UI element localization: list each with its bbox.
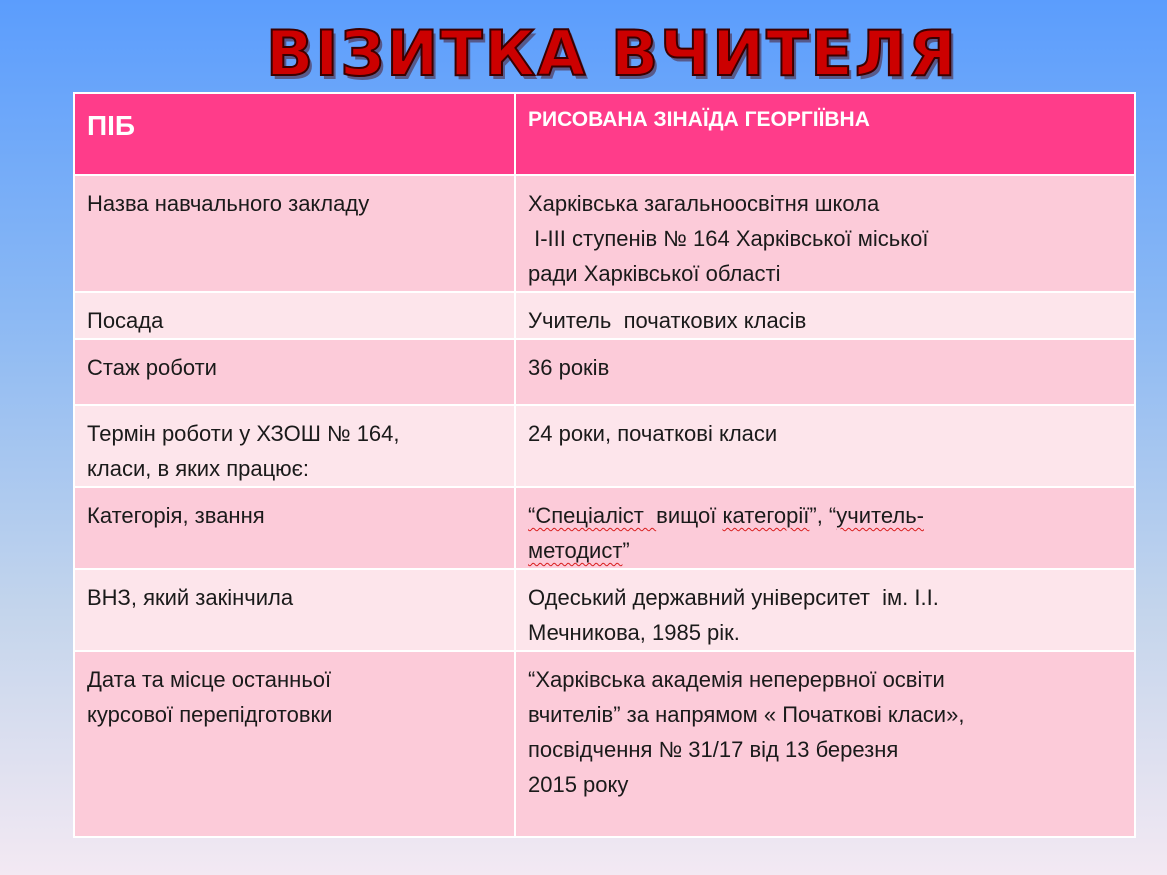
label-training-line-2: курсової перепідготовки bbox=[87, 702, 333, 727]
label-school-text: Назва навчального закладу bbox=[87, 191, 370, 216]
table-row-training bbox=[74, 651, 1135, 837]
table-row-university bbox=[74, 569, 1135, 651]
value-term-text: 24 роки, початкові класи bbox=[528, 421, 778, 446]
label-university bbox=[74, 569, 515, 651]
teacher-card-table bbox=[73, 92, 1136, 838]
value-school bbox=[515, 175, 1135, 292]
page-title: ВІЗИТКА ВЧИТЕЛЯ bbox=[266, 17, 958, 90]
value-training bbox=[515, 651, 1135, 837]
value-school-line-1: Харківська загальноосвітня школа bbox=[528, 191, 880, 216]
value-university bbox=[515, 569, 1135, 651]
value-category-part-6: учитель- bbox=[836, 503, 924, 528]
value-training-line-1: “Харківська академія неперервної освіти bbox=[528, 667, 945, 692]
value-category-part-5: ”, “ bbox=[809, 503, 837, 528]
label-training bbox=[74, 651, 515, 837]
value-training-line-2: вчителів” за напрямом « Початкові класи», bbox=[528, 702, 965, 727]
table-row-position bbox=[74, 292, 1135, 339]
table-row-experience bbox=[74, 339, 1135, 405]
label-term-line-1: Термін роботи у ХЗОШ № 164, bbox=[87, 421, 400, 446]
table-row-name bbox=[74, 93, 1135, 175]
label-position-text: Посада bbox=[87, 308, 164, 333]
label-term-line-2: класи, в яких працює: bbox=[87, 456, 310, 481]
table-row-term bbox=[74, 405, 1135, 487]
label-term bbox=[74, 405, 515, 487]
value-experience bbox=[515, 339, 1135, 405]
value-category bbox=[515, 487, 1135, 569]
table-row-category bbox=[74, 487, 1135, 569]
table-row-school bbox=[74, 175, 1135, 292]
value-position bbox=[515, 292, 1135, 339]
value-name: РИСОВАНА ЗІНАЇДА ГЕОРГІЇВНА bbox=[515, 93, 1135, 175]
value-experience-text: 36 років bbox=[528, 355, 610, 380]
value-category-part-1: “Спеціаліст bbox=[528, 503, 657, 528]
value-university-line-2: Мечникова, 1985 рік. bbox=[528, 620, 740, 645]
value-category-part-4: категорії bbox=[722, 503, 810, 528]
label-experience bbox=[74, 339, 515, 405]
label-name: ПІБ bbox=[74, 93, 515, 175]
value-category-part-7: методист bbox=[528, 538, 623, 563]
value-school-line-3: ради Харківської області bbox=[528, 261, 781, 286]
label-position bbox=[74, 292, 515, 339]
value-category-part-2: вищої bbox=[656, 503, 717, 528]
value-category-part-8: ” bbox=[622, 538, 630, 563]
label-experience-text: Стаж роботи bbox=[87, 355, 217, 380]
value-term bbox=[515, 405, 1135, 487]
label-category-text: Категорія, звання bbox=[87, 503, 265, 528]
value-training-line-3: посвідчення № 31/17 від 13 березня bbox=[528, 737, 899, 762]
value-university-line-1: Одеський державний університет ім. І.І. bbox=[528, 585, 939, 610]
value-position-text: Учитель початкових класів bbox=[528, 308, 807, 333]
value-school-line-2: І-ІІІ ступенів № 164 Харківської міської bbox=[528, 226, 929, 251]
label-training-line-1: Дата та місце останньої bbox=[87, 667, 332, 692]
label-category bbox=[74, 487, 515, 569]
label-school bbox=[74, 175, 515, 292]
label-university-text: ВНЗ, який закінчила bbox=[87, 585, 294, 610]
value-training-line-4: 2015 року bbox=[528, 772, 629, 797]
